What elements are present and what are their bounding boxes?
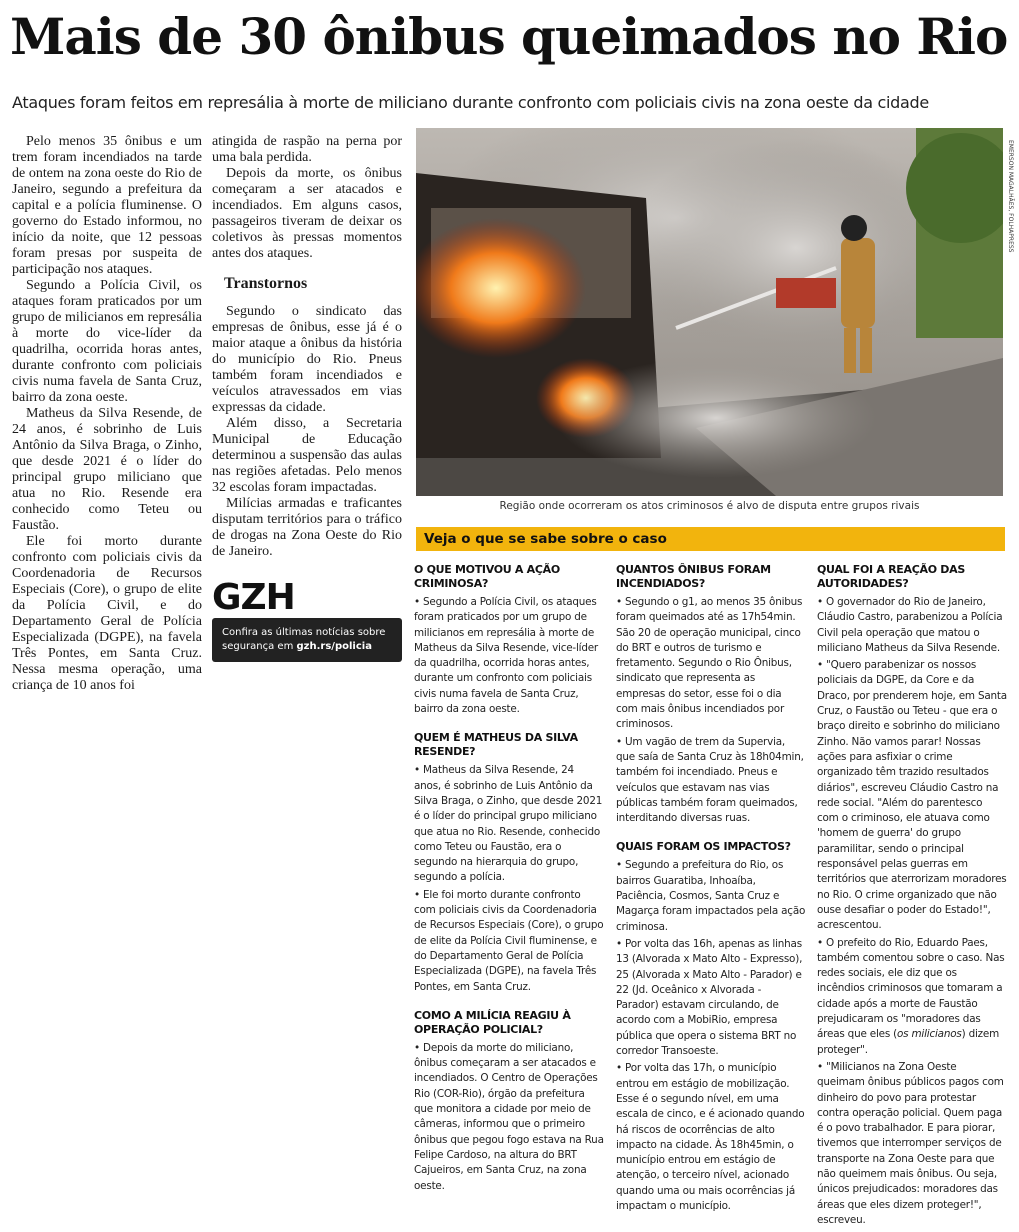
answer: • Segundo o g1, ao menos 35 ônibus foram queimados até as 17h54min. São 20 de operação municipal, cinco do BRT e outros de turismo e fretamento. Segundo o Rio Ônibus, sindicato que representa as empresas do setor, esse foi o dia com mais ônibus incendiados por criminosos. (616, 596, 803, 731)
answer: • Depois da morte do miliciano, ônibus começaram a ser atacados e incendiados. O Centro de Operações Rio (COR-Rio), órgão da prefeitura que monitora a cidade por meio de câmeras, informou que o primeiro ônibus que pegou fogo estava na Rua Felipe Cardoso, na altura do BRT Cajueiros, em Santa Cruz, na zona oeste. (414, 1041, 604, 1192)
paragraph: atingida de raspão na perna por uma bala perdida. (212, 134, 402, 165)
paragraph: Pelo menos 35 ônibus e um trem foram incendiados na tarde de ontem na zona oeste do Rio de Janeiro, segundo a prefeitura da capital e a polícia fluminense. O governo do Estado informou, no início da noite, que 12 pessoas foram presas por suspeita de participação nos ataques. (12, 134, 202, 277)
answer: • Um vagão de trem da Supervia, que saía de Santa Cruz às 18h04min, também foi incendiado. Pneus e veículos que estavam nas vias públicas também foram queimados, interditando diversas ruas. (616, 735, 804, 825)
photo-credit-text: EMERSON MAGALHÃES, FOLHAPRESS (1007, 140, 1014, 253)
headline: Mais de 30 ônibus queimados no Rio (10, 7, 1008, 66)
answer: • Matheus da Silva Resende, 24 anos, é sobrinho de Luis Antônio da Silva Braga, o Zinho, que desde 2021 é o líder do principal grupo miliciano que atua no Rio. Resende, conhecido como Teteu ou Faustão, era o segundo na hierarquia do grupo, segundo a polícia. (414, 764, 603, 884)
question-heading: O QUE MOTIVOU A AÇÃO CRIMINOSA? (414, 563, 560, 590)
question-heading: QUANTOS ÔNIBUS FORAM INCENDIADOS? (616, 563, 771, 590)
photo-caption: Região onde ocorreram os atos criminosos é alvo de disputa entre grupos rivais (499, 500, 920, 512)
promo-text: Confira as últimas notícias sobre segurança em (222, 627, 386, 652)
paragraph: Ele foi morto durante confronto com policiais civis da Coordenadoria de Recursos Especiais (Core), o grupo de elite da Polícia Civil, e do Departamento Geral de Polícia Especializada (DGPE), na favela Três Pontes, em Santa Cruz. Nessa mesma operação, uma criança de 10 anos foi (12, 534, 202, 693)
factbox-column-1 (414, 563, 604, 1196)
photo-credit (1004, 140, 1016, 360)
answer: • Segundo a Polícia Civil, os ataques foram praticados por um grupo de milicianos em represália à morte de Matheus da Silva Resende, vice-líder da quadrilha, ocorrida horas antes, durante um confronto com policiais civis numa favela de Santa Cruz, bairro da zona oeste. (414, 596, 598, 716)
factbox-title: Veja o que se sabe sobre o caso (416, 527, 1005, 551)
answer: • "Milicianos na Zona Oeste queimam ônibus públicos pagos com dinheiro do povo para protestar contra operação policial. Quem paga é o povo trabalhador. E para piorar, tivemos que interromper serviços de transporte na Zona Oeste para que não queimem mais ônibus. Ou seja, únicos prejudicados: moradores das áreas que eles dizem proteger!", escreveu. (817, 1060, 1004, 1226)
bus-fire-photo (416, 128, 1003, 496)
answer (817, 936, 1007, 1058)
answer: • Por volta das 17h, o município entrou em estágio de mobilização. Esse é o segundo nível, em uma escala de cinco, e é acionado quando há riscos de ocorrências de alto impacto na cidade. Às 18h45min, o município entrou em estágio de atenção, o terceiro nível, acionado quando uma ou mais ocorrências já impactam o município. (616, 1062, 805, 1212)
question-heading: COMO A MILÍCIA REAGIU À OPERAÇÃO POLICIAL? (414, 1008, 571, 1036)
gzh-logo: GZH (212, 577, 295, 618)
paragraph: Depois da morte, os ônibus começaram a ser atacados e incendiados. Em alguns casos, passageiros tiveram de deixar os coletivos às pressas momentos antes dos ataques. (212, 166, 402, 261)
gzh-promo[interactable] (212, 578, 402, 662)
answer-text: • O prefeito do Rio, Eduardo Paes, também comentou sobre o caso. Nas redes sociais, ele diz que os incêndios criminosos que tomaram a cidade após a morte de Faustão prejudicaram os "moradores das áreas que eles ( (817, 936, 1005, 1041)
subheadline: Ataques foram feitos em represália à morte de miliciano durante confronto com policiais civis na zona oeste da cidade (12, 93, 929, 112)
question-heading: QUAIS FORAM OS IMPACTOS? (616, 840, 791, 854)
section-subtitle: Transtornos (224, 275, 308, 292)
answer: • O governador do Rio de Janeiro, Cláudio Castro, parabenizou a Polícia Civil pela operação que matou o miliciano Matheus da Silva Resende. (817, 596, 1003, 654)
answer-emphasis: os milicianos (897, 1028, 962, 1041)
answer: • Por volta das 16h, apenas as linhas 13 (Alvorada x Mato Alto - Expresso), 25 (Alvorada x Mato Alto - Parador) e 22 (Jd. Oceânico x Alvorada - Parador) estavam circulando, de acordo com a MobiRio, empresa pública que opera o sistema BRT no corredor Transoeste. (616, 937, 803, 1058)
article-column-1 (12, 134, 202, 694)
paragraph: Além disso, a Secretaria Municipal de Educação determinou a suspensão das aulas nas regiões afetadas. Pelo menos 32 escolas foram impactadas. (212, 416, 402, 495)
promo-box[interactable] (212, 618, 402, 662)
promo-link[interactable]: gzh.rs/policia (296, 641, 372, 652)
paragraph: Milícias armadas e traficantes disputam territórios para o tráfico de drogas na Zona Oeste do Rio de Janeiro. (212, 496, 402, 559)
paragraph: Segundo a Polícia Civil, os ataques foram praticados por um grupo de milicianos em represália à morte do vice-líder da quadrilha, ocorrida horas antes, durante confronto com policiais civis numa favela de Santa Cruz, bairro da zona oeste. (12, 278, 202, 405)
answer: • Ele foi morto durante confronto com policiais civis da Coordenadoria de Recursos Especiais (Core), o grupo de elite da Polícia Civil fluminense, e do Departamento Geral de Polícia Especializada (DGPE), na favela Três Pontes, em Santa Cruz. (414, 888, 604, 993)
answer-text: ) dizem proteger". (817, 1028, 1000, 1056)
question-heading: QUAL FOI A REAÇÃO DAS AUTORIDADES? (817, 563, 965, 590)
factbox-column-3 (817, 563, 1007, 1230)
factbox-column-2 (616, 563, 806, 1216)
answer: • "Quero parabenizar os nossos policiais da DGPE, da Core e da Draco, por prenderem hoje, em Santa Cruz, o Faustão ou Teteu - que era o braço direito e sobrinho do miliciano Zinho. Não vamos parar! Nossas ações para asfixiar o crime organizado têm trazido resultados diários", escreveu Cláudio Castro na rede social. "Além do parentesco com o criminoso, ele atuava como 'homem de guerra' do grupo paramilitar, sendo o principal responsável pelas guerras em territórios que aterrorizam moradores no Rio. O crime organizado que não ouse desafiar o poder do Estado!", acrescentou. (817, 659, 1007, 932)
paragraph: Matheus da Silva Resende, de 24 anos, é sobrinho de Luis Antônio da Silva Braga, o Zinho, que desde 2021 é o líder do principal grupo miliciano que atua no Rio. Resende era conhecido como Teteu ou Faustão. (12, 406, 202, 533)
paragraph: Segundo o sindicato das empresas de ônibus, esse já é o maior ataque a ônibus da história do município do Rio. Pneus também foram incendiados e veículos atravessados em vias expressas da cidade. (212, 304, 402, 415)
article-column-2 (212, 134, 402, 560)
question-heading: QUEM É MATHEUS DA SILVA RESENDE? (414, 731, 578, 759)
answer: • Segundo a prefeitura do Rio, os bairros Guaratiba, Inhoaíba, Paciência, Cosmos, Santa Cruz e Magarça foram impactados pela ação criminosa. (616, 859, 806, 933)
